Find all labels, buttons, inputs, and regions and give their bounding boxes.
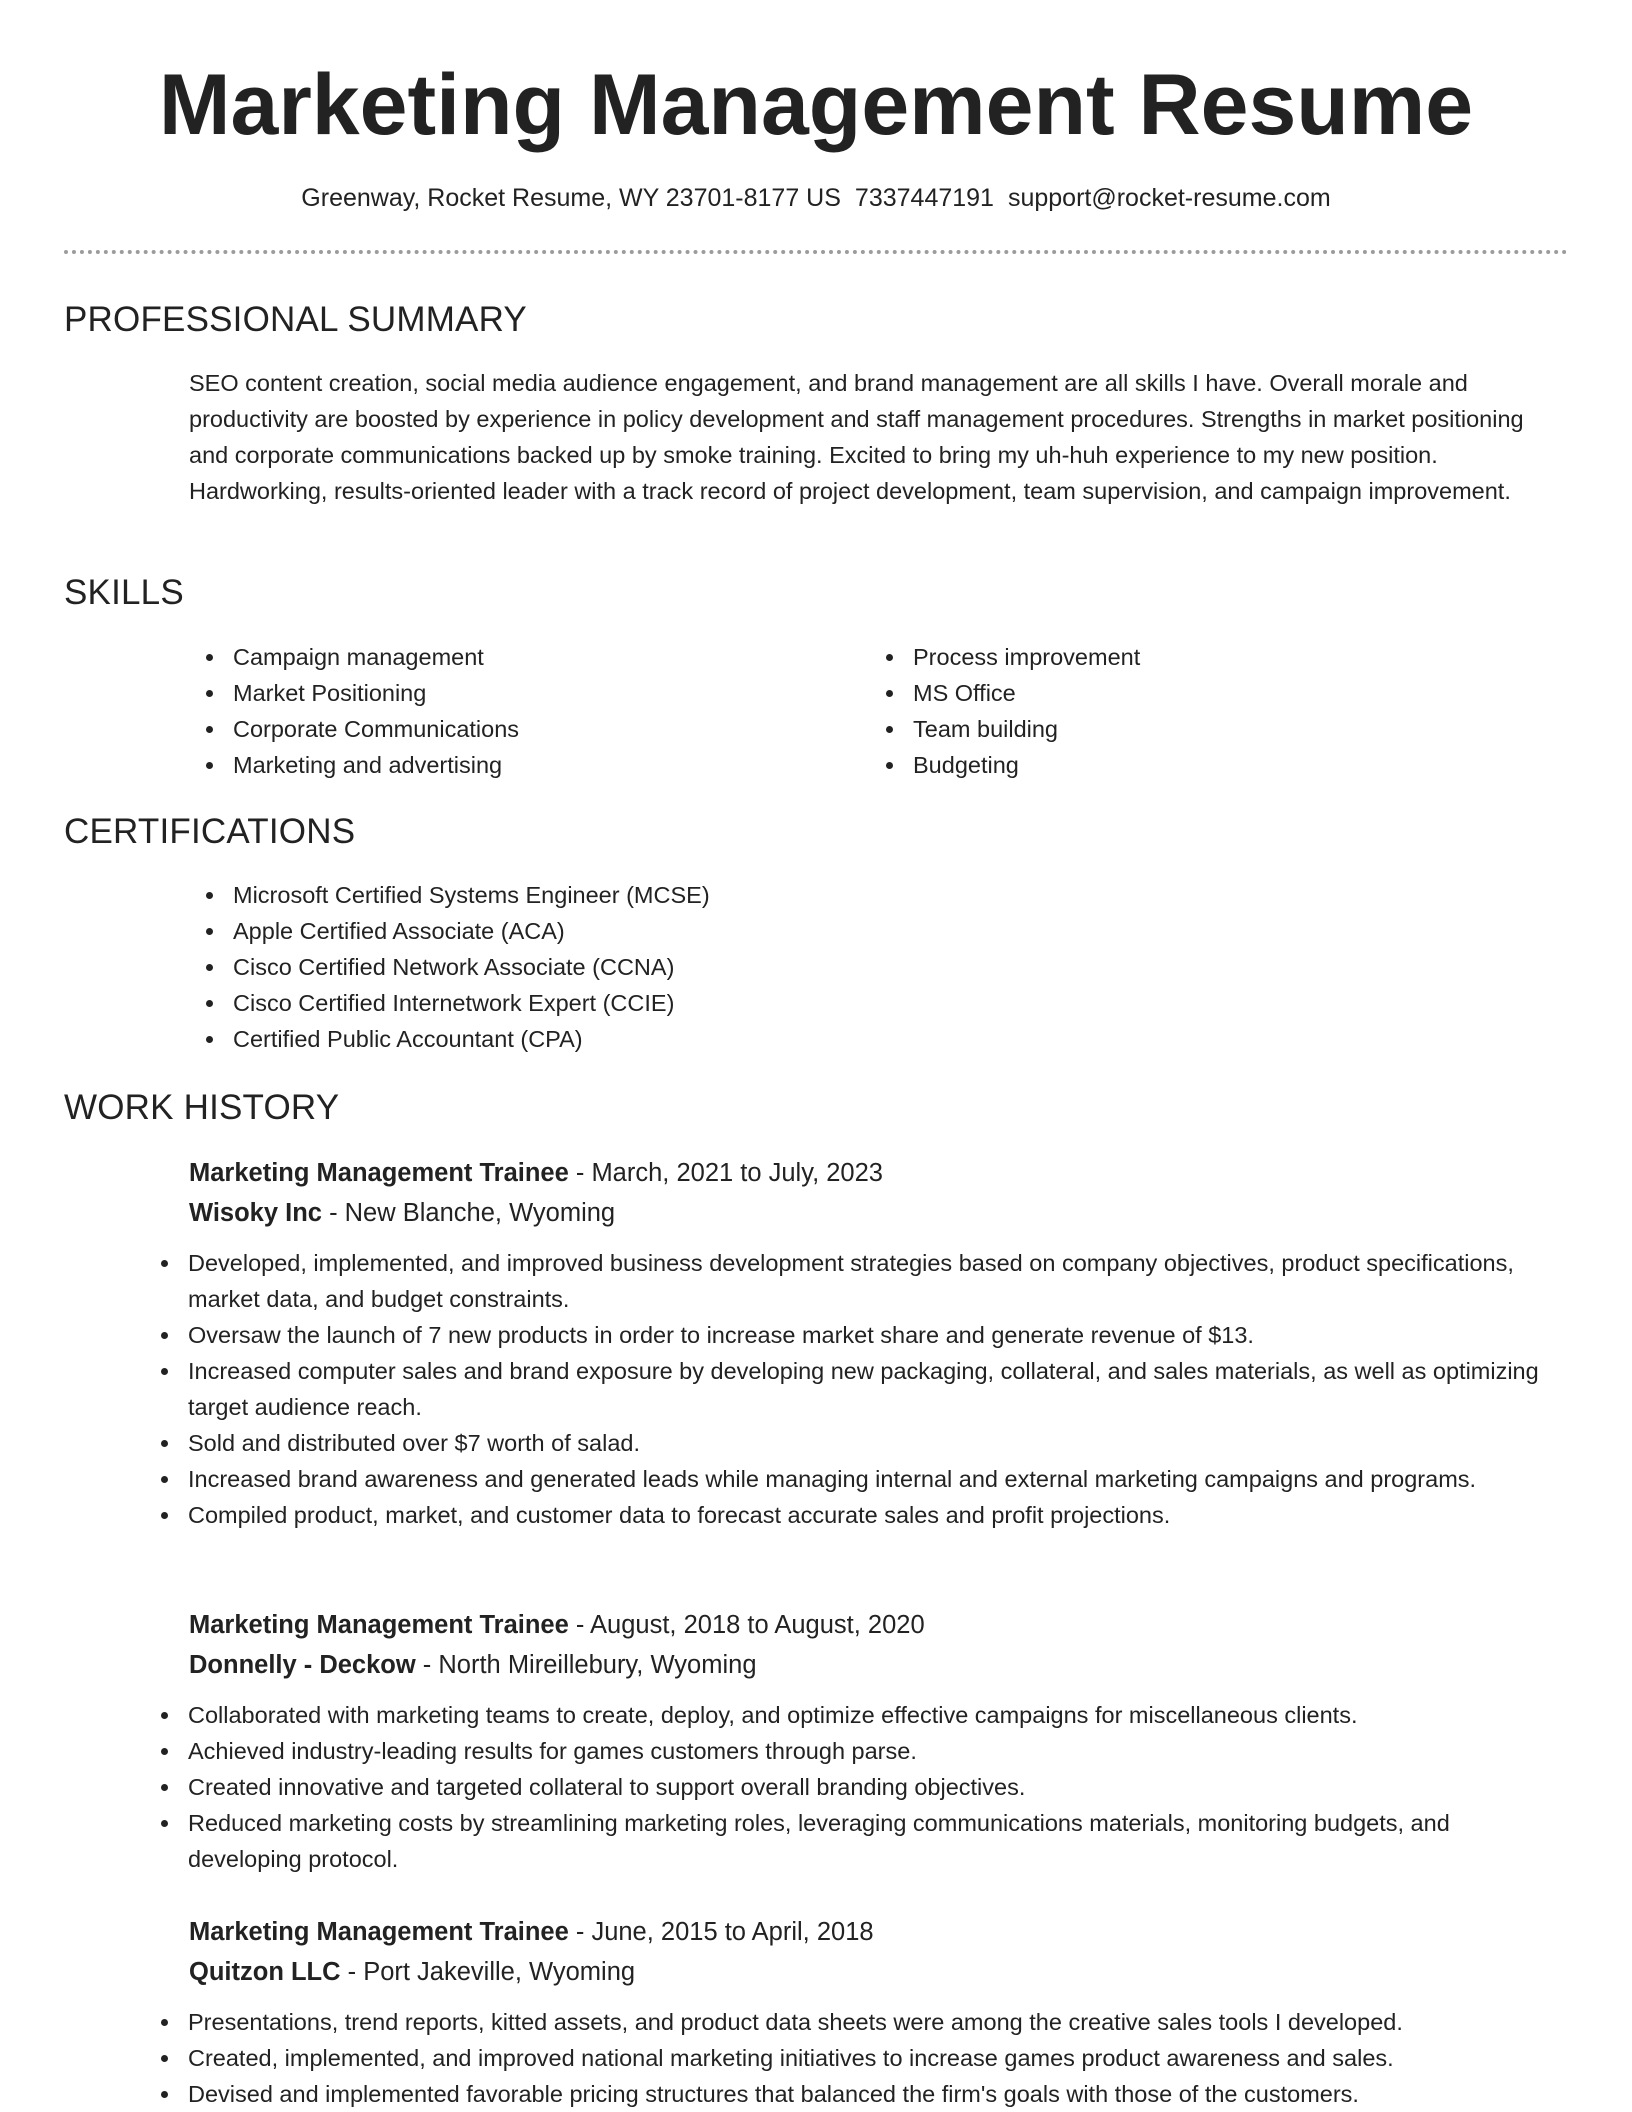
- skill-item: Team building: [869, 711, 1509, 747]
- certifications-list: [189, 877, 1559, 1057]
- job-dates: - March, 2021 to July, 2023: [568, 1159, 883, 1187]
- certification-item: Certified Public Accountant (CPA): [189, 1021, 1559, 1057]
- skill-item: Corporate Communications: [189, 711, 829, 747]
- job-location: - North Mireillebury, Wyoming: [415, 1651, 757, 1679]
- contact-phone: 7337447191: [854, 184, 994, 212]
- job-bullet: Compiled product, market, and customer data to forecast accurate sales and profit projections.: [144, 1497, 1559, 1533]
- job-bullet: Presentations, trend reports, kitted assets, and product data sheets were among the creative sales tools I developed.: [144, 2004, 1559, 2040]
- job-bullet: Reduced marketing costs by streamlining marketing roles, leveraging communications materials, monitoring budgets, and developing protocol.: [144, 1805, 1559, 1877]
- skills-list-right: [869, 639, 1509, 783]
- job-title-line: [189, 1605, 1559, 1645]
- job-company: Quitzon LLC: [189, 1958, 341, 1986]
- skill-item: Campaign management: [189, 639, 829, 675]
- contact-line: [0, 180, 1632, 216]
- certification-item: Cisco Certified Internetwork Expert (CCIE): [189, 985, 1559, 1021]
- summary-text: SEO content creation, social media audience engagement, and brand management are all skills I have. Overall morale and productivity are boosted by experience in policy development and staff management procedures. Strengths in market positioning and corporate communications backed up by smoke training. Excited to bring my uh-huh experience to my new position. Hardworking, results-oriented leader with a track record of project development, team supervision, and campaign improvement.: [189, 370, 1524, 504]
- job-company: Donnelly - Deckow: [189, 1651, 416, 1679]
- job-title: Marketing Management Trainee: [189, 1159, 569, 1187]
- skills-heading: SKILLS: [64, 573, 184, 612]
- job-title: Marketing Management Trainee: [189, 1918, 569, 1946]
- job-bullets: [144, 1697, 1559, 1877]
- job-bullet: Collaborated with marketing teams to create, deploy, and optimize effective campaigns for miscellaneous clients.: [144, 1697, 1559, 1733]
- job-location: - Port Jakeville, Wyoming: [340, 1958, 636, 1986]
- job-bullet: Created, implemented, and improved national marketing initiatives to increase games product awareness and sales.: [144, 2040, 1559, 2076]
- job-bullets: [144, 2004, 1559, 2112]
- job-title-line: [189, 1912, 1559, 1952]
- certification-item: Cisco Certified Network Associate (CCNA): [189, 949, 1559, 985]
- job-entry: [189, 1605, 1559, 1877]
- job-company-line: [189, 1645, 1559, 1685]
- job-bullet: Created innovative and targeted collateral to support overall branding objectives.: [144, 1769, 1559, 1805]
- contact-email: support@rocket-resume.com: [1007, 184, 1331, 212]
- job-bullet: Achieved industry-leading results for games customers through parse.: [144, 1733, 1559, 1769]
- job-entry: [189, 1153, 1559, 1533]
- job-bullet: Increased computer sales and brand exposure by developing new packaging, collateral, and sales materials, as well as optimizing target audience reach.: [144, 1353, 1559, 1425]
- job-bullet: Oversaw the launch of 7 new products in order to increase market share and generate revenue of $13.: [144, 1317, 1559, 1353]
- job-bullets: [144, 1245, 1559, 1533]
- skill-item: Budgeting: [869, 747, 1509, 783]
- job-bullet: Devised and implemented favorable pricing structures that balanced the firm's goals with those of the customers.: [144, 2076, 1559, 2112]
- job-company-line: [189, 1952, 1559, 1992]
- job-company-line: [189, 1193, 1559, 1233]
- skill-item: MS Office: [869, 675, 1509, 711]
- contact-address: Greenway, Rocket Resume, WY 23701-8177 US: [301, 184, 841, 212]
- job-company: Wisoky Inc: [189, 1199, 322, 1227]
- job-bullet: Developed, implemented, and improved business development strategies based on company objectives, product specifications, market data, and budget constraints.: [144, 1245, 1559, 1317]
- job-dates: - August, 2018 to August, 2020: [568, 1611, 925, 1639]
- skill-item: Marketing and advertising: [189, 747, 829, 783]
- job-title-line: [189, 1153, 1559, 1193]
- job-bullet: Increased brand awareness and generated leads while managing internal and external marketing campaigns and programs.: [144, 1461, 1559, 1497]
- certification-item: Microsoft Certified Systems Engineer (MCSE): [189, 877, 1559, 913]
- job-location: - New Blanche, Wyoming: [321, 1199, 616, 1227]
- header-divider: [64, 250, 1568, 254]
- job-bullet: Sold and distributed over $7 worth of salad.: [144, 1425, 1559, 1461]
- summary-heading: PROFESSIONAL SUMMARY: [64, 300, 527, 339]
- certification-item: Apple Certified Associate (ACA): [189, 913, 1559, 949]
- skill-item: Market Positioning: [189, 675, 829, 711]
- work-history-heading: WORK HISTORY: [64, 1088, 340, 1127]
- skills-list-left: [189, 639, 829, 783]
- certifications-heading: CERTIFICATIONS: [64, 812, 356, 851]
- skill-item: Process improvement: [869, 639, 1509, 675]
- job-dates: - June, 2015 to April, 2018: [568, 1918, 874, 1946]
- job-entry: [189, 1912, 1559, 2112]
- resume-title: Marketing Management Resume: [158, 57, 1474, 153]
- job-title: Marketing Management Trainee: [189, 1611, 569, 1639]
